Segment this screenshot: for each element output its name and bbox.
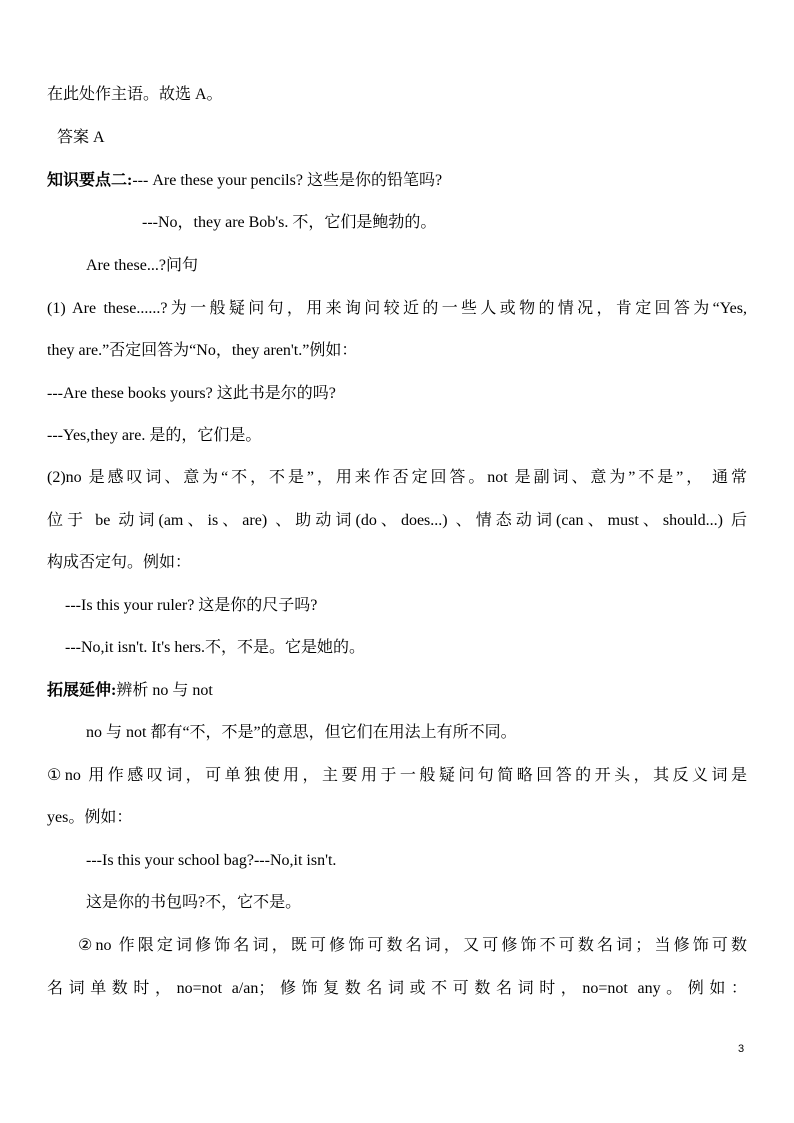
knowledge-point-line [47, 171, 442, 191]
extension-label: 拓展延伸: [47, 682, 117, 699]
text-line: they are.”否定回答为“No，they aren't.”例如： [47, 342, 358, 359]
text-line: 构成否定句。例如： [47, 554, 192, 571]
text-line: ①no 用作感叹词，可单独使用，主要用于一般疑问句简略回答的开头，其反义词是 [47, 767, 747, 784]
text-line: (1) Are these......?为一般疑问句，用来询问较近的一些人或物的情况，肯定回答为“Yes, [47, 300, 747, 317]
text-line: 位于 be 动词(am、is、are) 、助动词(do、does...) 、情态动词(can、must、should...) 后 [47, 512, 747, 529]
extension-line [47, 681, 213, 701]
text-line: ---No,it isn't. It's hers.不，不是。它是她的。 [65, 639, 365, 656]
text-line: (2)no 是感叹词、意为“不，不是”，用来作否定回答。not 是副词、意为”不是”， 通常 [47, 469, 747, 486]
text-line: ---Are these books yours? 这此书是尔的吗? [47, 385, 336, 402]
text-line: ---Is this your ruler? 这是你的尺子吗? [65, 597, 318, 614]
text-line: yes。例如： [47, 809, 133, 826]
page-number: 3 [738, 1043, 745, 1055]
answer-line: 答案 A [57, 129, 105, 146]
text-line: no 与 not 都有“不，不是”的意思，但它们在用法上有所不同。 [86, 724, 517, 741]
text-line: 这是你的书包吗?不，它不是。 [86, 894, 302, 911]
section-text: --- Are these your pencils? 这些是你的铅笔吗? [132, 172, 443, 189]
text-line: ---Yes,they are. 是的，它们是。 [47, 427, 262, 444]
text-line: ---Is this your school bag?---No,it isn't. [86, 852, 337, 869]
text-line: 在此处作主语。故选 A。 [47, 86, 223, 103]
text-line: Are these...?问句 [86, 257, 198, 274]
text-line: ---No，they are Bob's. 不，它们是鲍勃的。 [142, 214, 437, 231]
extension-text: 辨析 no 与 not [116, 682, 213, 699]
section-label: 知识要点二: [47, 172, 133, 189]
text-line: ②no 作限定词修饰名词，既可修饰可数名词，又可修饰不可数名词；当修饰可数 [78, 937, 747, 954]
text-line: 名词单数时，no=not a/an；修饰复数名词或不可数名词时，no=not any。例如： [47, 980, 747, 997]
